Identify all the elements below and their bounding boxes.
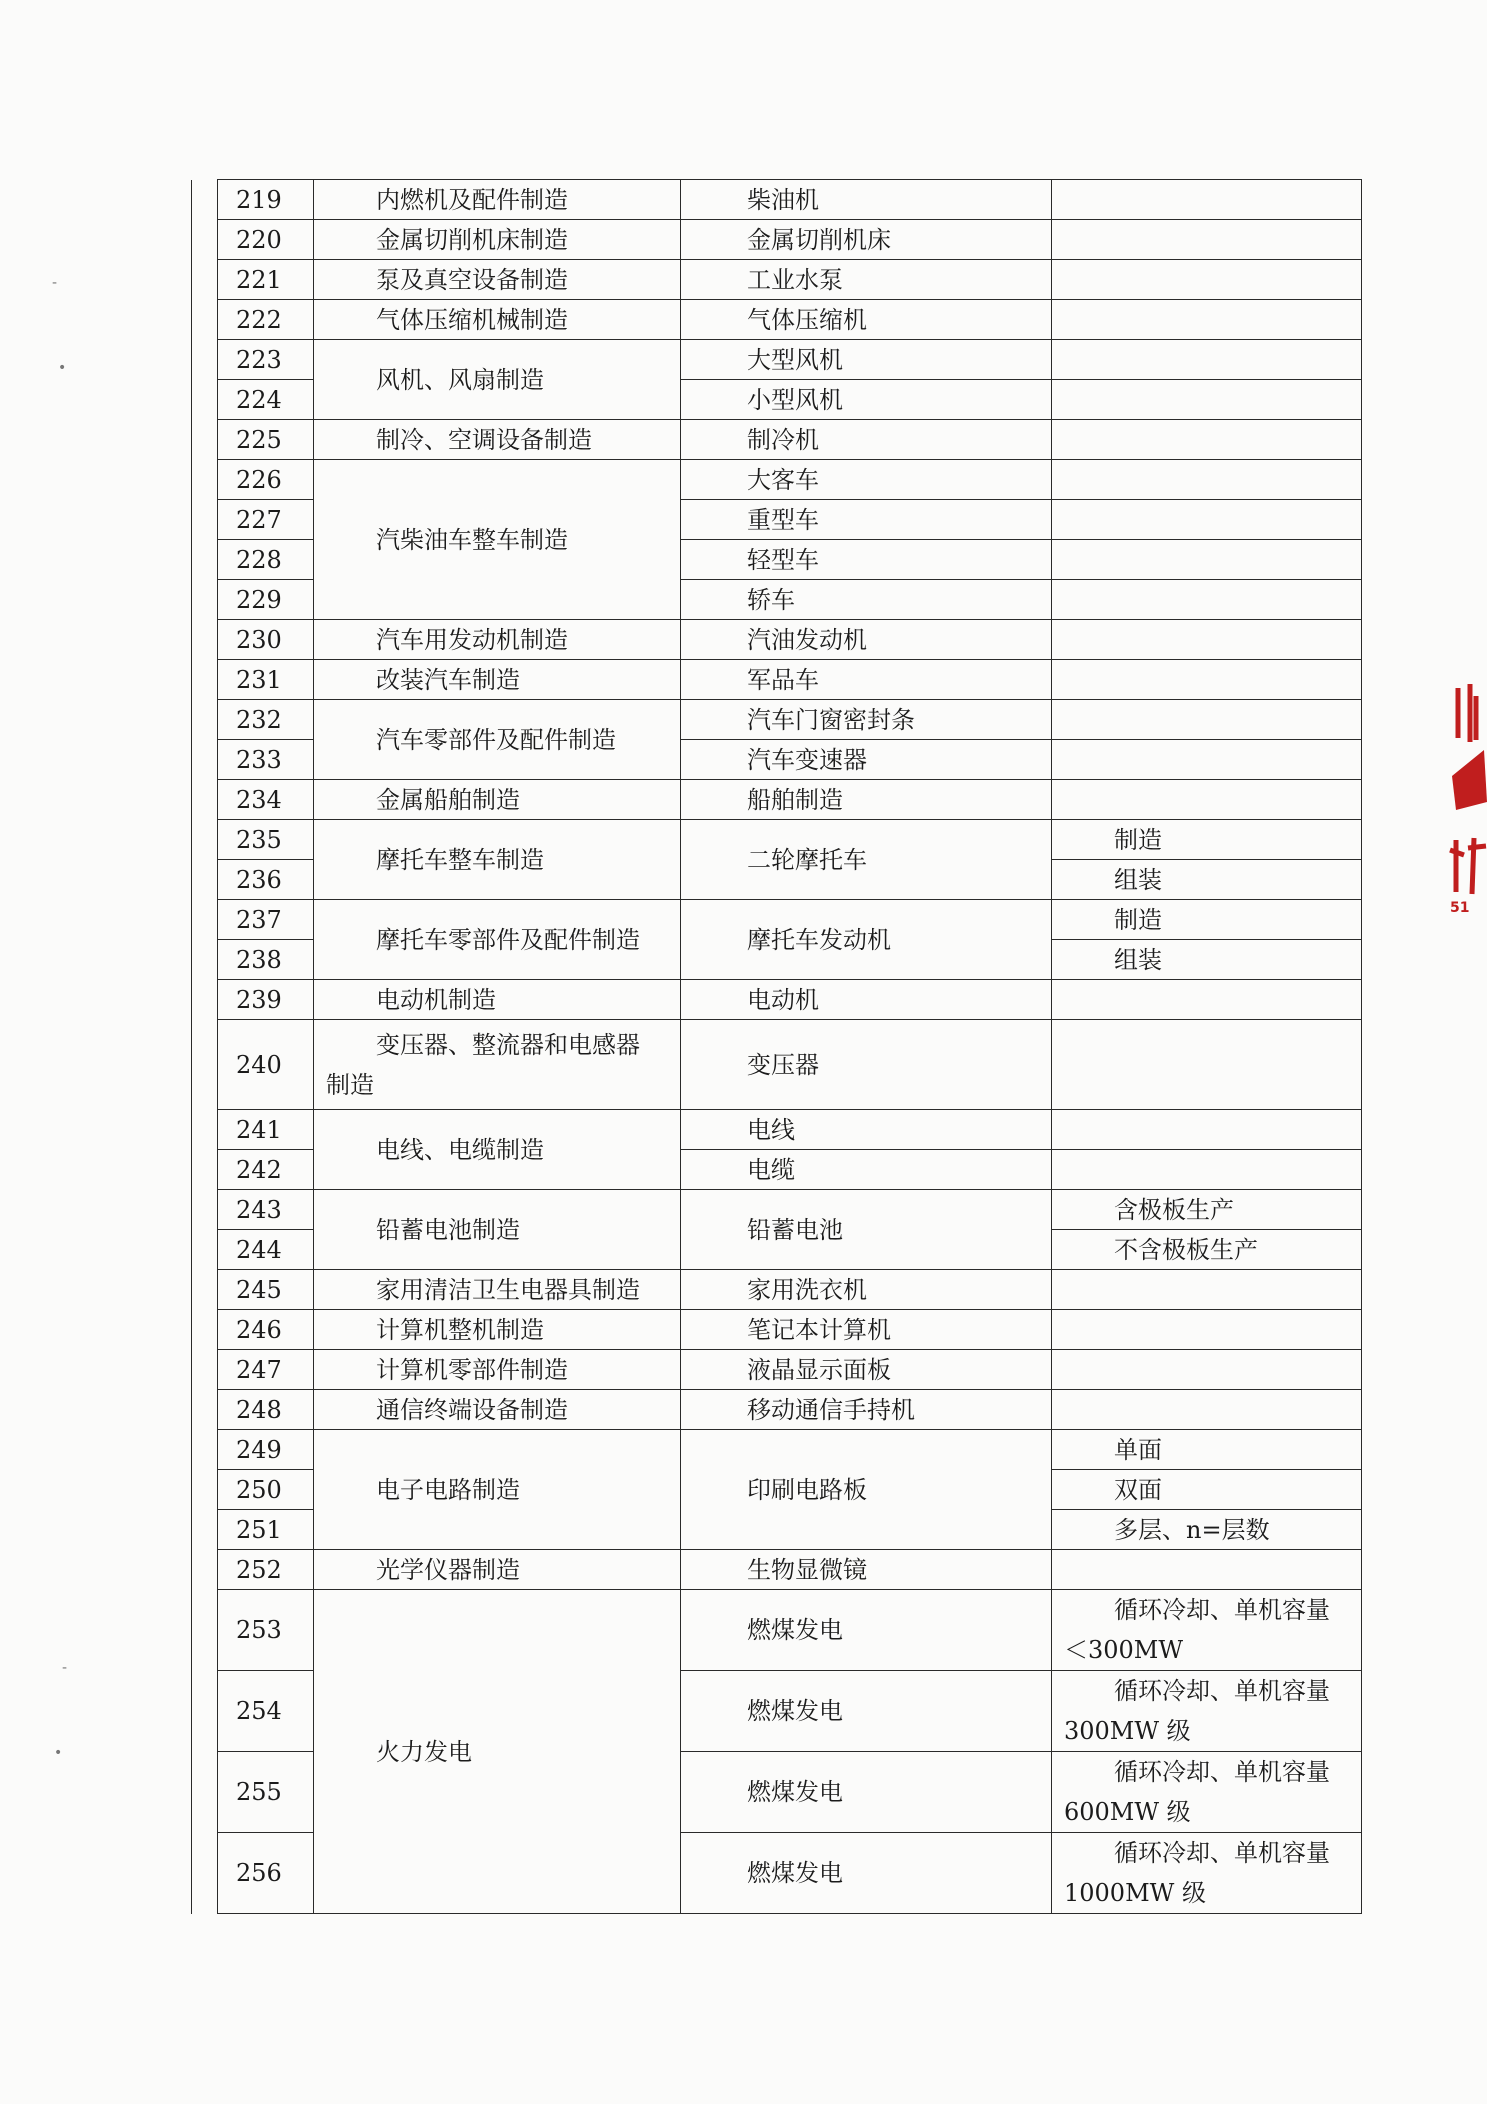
left-margin-cell xyxy=(192,180,218,220)
left-margin-cell xyxy=(192,220,218,260)
left-margin-cell xyxy=(192,980,218,1020)
table-row xyxy=(192,900,1388,940)
note-cell xyxy=(1052,580,1362,620)
product-cell: 燃煤发电 xyxy=(681,1671,1052,1752)
note-cell xyxy=(1052,1833,1362,1914)
left-margin-cell xyxy=(192,900,218,940)
left-margin-cell xyxy=(192,1590,218,1671)
right-margin-cell xyxy=(1362,740,1388,780)
row-number-cell: 246 xyxy=(218,1310,314,1350)
right-margin-cell xyxy=(1362,1270,1388,1310)
right-margin-cell xyxy=(1362,940,1388,980)
left-margin-cell xyxy=(192,340,218,380)
industry-cell: 电动机制造 xyxy=(314,980,681,1020)
note-cell xyxy=(1052,1110,1362,1150)
row-number-cell: 220 xyxy=(218,220,314,260)
note-cell xyxy=(1052,620,1362,660)
table-row xyxy=(192,780,1388,820)
right-margin-cell xyxy=(1362,1190,1388,1230)
industry-cell: 计算机整机制造 xyxy=(314,1310,681,1350)
note-cell xyxy=(1052,980,1362,1020)
left-margin-cell xyxy=(192,620,218,660)
product-cell: 变压器 xyxy=(681,1020,1052,1110)
row-number-cell: 219 xyxy=(218,180,314,220)
note-cell xyxy=(1052,1150,1362,1190)
table-row xyxy=(192,1110,1388,1150)
left-margin-cell xyxy=(192,1833,218,1914)
row-number-cell: 241 xyxy=(218,1110,314,1150)
note-cell: 组装 xyxy=(1052,940,1362,980)
note-cell xyxy=(1052,180,1362,220)
left-margin-cell xyxy=(192,460,218,500)
right-margin-cell xyxy=(1362,1550,1388,1590)
product-cell: 电动机 xyxy=(681,980,1052,1020)
right-margin-cell xyxy=(1362,180,1388,220)
row-number-cell: 221 xyxy=(218,260,314,300)
row-number-cell: 253 xyxy=(218,1590,314,1671)
table-row xyxy=(192,620,1388,660)
row-number-cell: 250 xyxy=(218,1470,314,1510)
row-number-cell: 232 xyxy=(218,700,314,740)
note-cell xyxy=(1052,1550,1362,1590)
row-number-cell: 254 xyxy=(218,1671,314,1752)
product-cell: 轿车 xyxy=(681,580,1052,620)
left-margin-cell xyxy=(192,1470,218,1510)
left-margin-cell xyxy=(192,1150,218,1190)
right-margin-cell xyxy=(1362,1310,1388,1350)
row-number-cell: 235 xyxy=(218,820,314,860)
product-cell: 轻型车 xyxy=(681,540,1052,580)
note-cell xyxy=(1052,300,1362,340)
right-margin-cell xyxy=(1362,900,1388,940)
product-cell: 摩托车发动机 xyxy=(681,900,1052,980)
note-cell xyxy=(1052,420,1362,460)
table-row xyxy=(192,1310,1388,1350)
left-margin-cell xyxy=(192,380,218,420)
row-number-cell: 255 xyxy=(218,1752,314,1833)
note-cell xyxy=(1052,1310,1362,1350)
note-cell: 单面 xyxy=(1052,1430,1362,1470)
row-number-cell: 237 xyxy=(218,900,314,940)
table-row xyxy=(192,180,1388,220)
note-line-1: 循环冷却、单机容量 xyxy=(1114,1596,1330,1624)
industry-cell: 汽车用发动机制造 xyxy=(314,620,681,660)
table-row xyxy=(192,220,1388,260)
note-cell xyxy=(1052,340,1362,380)
right-margin-cell xyxy=(1362,980,1388,1020)
left-margin-cell xyxy=(192,1230,218,1270)
industry-cell: 金属切削机床制造 xyxy=(314,220,681,260)
left-margin-cell xyxy=(192,1510,218,1550)
industry-cell: 光学仪器制造 xyxy=(314,1550,681,1590)
left-margin-cell xyxy=(192,500,218,540)
right-margin-cell xyxy=(1362,1390,1388,1430)
left-margin-cell xyxy=(192,860,218,900)
row-number-cell: 227 xyxy=(218,500,314,540)
product-cell: 燃煤发电 xyxy=(681,1833,1052,1914)
industry-cell: 内燃机及配件制造 xyxy=(314,180,681,220)
left-margin-cell xyxy=(192,1752,218,1833)
left-margin-cell xyxy=(192,700,218,740)
row-number-cell: 236 xyxy=(218,860,314,900)
left-margin-cell xyxy=(192,1350,218,1390)
left-margin-cell xyxy=(192,940,218,980)
left-margin-cell xyxy=(192,1671,218,1752)
product-cell: 金属切削机床 xyxy=(681,220,1052,260)
note-cell xyxy=(1052,740,1362,780)
product-cell: 工业水泵 xyxy=(681,260,1052,300)
product-cell: 移动通信手持机 xyxy=(681,1390,1052,1430)
table-row xyxy=(192,260,1388,300)
note-cell xyxy=(1052,1270,1362,1310)
product-cell: 印刷电路板 xyxy=(681,1430,1052,1550)
table-body xyxy=(192,180,1388,1914)
table-row xyxy=(192,1390,1388,1430)
row-number-cell: 251 xyxy=(218,1510,314,1550)
row-number-cell: 248 xyxy=(218,1390,314,1430)
note-line-1: 循环冷却、单机容量 xyxy=(1114,1839,1330,1867)
industry-cell: 气体压缩机械制造 xyxy=(314,300,681,340)
product-cell: 大型风机 xyxy=(681,340,1052,380)
product-cell: 船舶制造 xyxy=(681,780,1052,820)
product-cell: 柴油机 xyxy=(681,180,1052,220)
note-cell xyxy=(1052,500,1362,540)
product-cell: 大客车 xyxy=(681,460,1052,500)
table-row xyxy=(192,1020,1388,1110)
note-cell xyxy=(1052,780,1362,820)
product-cell: 重型车 xyxy=(681,500,1052,540)
note-cell xyxy=(1052,1020,1362,1110)
left-margin-cell xyxy=(192,820,218,860)
note-cell: 不含极板生产 xyxy=(1052,1230,1362,1270)
right-margin-cell xyxy=(1362,1230,1388,1270)
product-cell: 汽车变速器 xyxy=(681,740,1052,780)
right-margin-cell xyxy=(1362,340,1388,380)
industry-cell: 家用清洁卫生电器具制造 xyxy=(314,1270,681,1310)
row-number-cell: 228 xyxy=(218,540,314,580)
note-line-1: 循环冷却、单机容量 xyxy=(1114,1758,1330,1786)
table-row xyxy=(192,420,1388,460)
note-line-2: 1000MW 级 xyxy=(1064,1879,1206,1907)
industry-cell: 改装汽车制造 xyxy=(314,660,681,700)
right-margin-cell xyxy=(1362,820,1388,860)
product-cell: 军品车 xyxy=(681,660,1052,700)
note-cell xyxy=(1052,1752,1362,1833)
industry-product-table xyxy=(191,179,1388,1914)
right-margin-cell xyxy=(1362,620,1388,660)
table-row xyxy=(192,300,1388,340)
left-margin-cell xyxy=(192,540,218,580)
right-margin-cell xyxy=(1362,500,1388,540)
row-number-cell: 239 xyxy=(218,980,314,1020)
note-cell: 多层、n=层数 xyxy=(1052,1510,1362,1550)
left-margin-cell xyxy=(192,1310,218,1350)
right-margin-cell xyxy=(1362,1833,1388,1914)
table-row xyxy=(192,660,1388,700)
product-cell: 二轮摩托车 xyxy=(681,820,1052,900)
product-cell: 家用洗衣机 xyxy=(681,1270,1052,1310)
industry-cell: 泵及真空设备制造 xyxy=(314,260,681,300)
left-margin-cell xyxy=(192,1190,218,1230)
margin-dash: - xyxy=(62,1660,68,1676)
row-number-cell: 245 xyxy=(218,1270,314,1310)
product-cell: 汽油发动机 xyxy=(681,620,1052,660)
left-margin-cell xyxy=(192,740,218,780)
row-number-cell: 226 xyxy=(218,460,314,500)
right-margin-cell xyxy=(1362,1110,1388,1150)
row-number-cell: 234 xyxy=(218,780,314,820)
industry-cell: 风机、风扇制造 xyxy=(314,340,681,420)
margin-dash: - xyxy=(52,275,58,291)
product-cell: 电缆 xyxy=(681,1150,1052,1190)
table-row xyxy=(192,460,1388,500)
note-line-2: 600MW 级 xyxy=(1064,1798,1191,1826)
table-row xyxy=(192,700,1388,740)
note-cell xyxy=(1052,700,1362,740)
right-margin-cell xyxy=(1362,220,1388,260)
right-margin-cell xyxy=(1362,1150,1388,1190)
right-margin-cell xyxy=(1362,260,1388,300)
note-cell: 含极板生产 xyxy=(1052,1190,1362,1230)
note-cell xyxy=(1052,380,1362,420)
row-number-cell: 249 xyxy=(218,1430,314,1470)
product-cell: 液晶显示面板 xyxy=(681,1350,1052,1390)
left-margin-cell xyxy=(192,260,218,300)
industry-line-1: 变压器、整流器和电感器 xyxy=(376,1030,640,1059)
note-cell xyxy=(1052,260,1362,300)
table-row xyxy=(192,340,1388,380)
right-margin-cell xyxy=(1362,300,1388,340)
row-number-cell: 233 xyxy=(218,740,314,780)
table-row xyxy=(192,1550,1388,1590)
row-number-cell: 238 xyxy=(218,940,314,980)
left-margin-cell xyxy=(192,1020,218,1110)
industry-cell: 通信终端设备制造 xyxy=(314,1390,681,1430)
right-margin-cell xyxy=(1362,1590,1388,1671)
note-cell xyxy=(1052,460,1362,500)
margin-dot: • xyxy=(54,1745,63,1761)
right-margin-cell xyxy=(1362,420,1388,460)
note-line-2: ＜300MW xyxy=(1064,1636,1184,1664)
left-margin-cell xyxy=(192,1270,218,1310)
product-cell: 生物显微镜 xyxy=(681,1550,1052,1590)
note-cell xyxy=(1052,540,1362,580)
row-number-cell: 243 xyxy=(218,1190,314,1230)
note-cell xyxy=(1052,1671,1362,1752)
row-number-cell: 252 xyxy=(218,1550,314,1590)
industry-line-2: 制造 xyxy=(326,1070,374,1099)
industry-cell: 汽柴油车整车制造 xyxy=(314,460,681,620)
industry-cell: 计算机零部件制造 xyxy=(314,1350,681,1390)
row-number-cell: 244 xyxy=(218,1230,314,1270)
note-cell xyxy=(1052,660,1362,700)
right-margin-cell xyxy=(1362,700,1388,740)
left-margin-cell xyxy=(192,660,218,700)
note-cell xyxy=(1052,220,1362,260)
table-row xyxy=(192,1430,1388,1470)
product-cell: 汽车门窗密封条 xyxy=(681,700,1052,740)
product-cell: 铅蓄电池 xyxy=(681,1190,1052,1270)
row-number-cell: 222 xyxy=(218,300,314,340)
left-margin-cell xyxy=(192,1390,218,1430)
note-cell: 组装 xyxy=(1052,860,1362,900)
note-cell: 双面 xyxy=(1052,1470,1362,1510)
table-row xyxy=(192,1350,1388,1390)
right-margin-cell xyxy=(1362,540,1388,580)
row-number-cell: 230 xyxy=(218,620,314,660)
row-number-cell: 229 xyxy=(218,580,314,620)
industry-cell: 摩托车整车制造 xyxy=(314,820,681,900)
product-cell: 燃煤发电 xyxy=(681,1752,1052,1833)
product-cell: 小型风机 xyxy=(681,380,1052,420)
row-number-cell: 231 xyxy=(218,660,314,700)
right-margin-cell xyxy=(1362,1020,1388,1110)
row-number-cell: 256 xyxy=(218,1833,314,1914)
left-margin-cell xyxy=(192,300,218,340)
right-margin-cell xyxy=(1362,580,1388,620)
table-row xyxy=(192,1590,1388,1671)
right-margin-cell xyxy=(1362,660,1388,700)
right-margin-cell xyxy=(1362,1470,1388,1510)
product-cell: 笔记本计算机 xyxy=(681,1310,1052,1350)
margin-dot: • xyxy=(58,360,67,376)
note-line-1: 循环冷却、单机容量 xyxy=(1114,1677,1330,1705)
right-margin-cell xyxy=(1362,1350,1388,1390)
note-cell xyxy=(1052,1390,1362,1430)
industry-cell: 制冷、空调设备制造 xyxy=(314,420,681,460)
industry-cell: 金属船舶制造 xyxy=(314,780,681,820)
row-number-cell: 240 xyxy=(218,1020,314,1110)
table-row xyxy=(192,980,1388,1020)
product-cell: 制冷机 xyxy=(681,420,1052,460)
right-margin-cell xyxy=(1362,460,1388,500)
right-margin-cell xyxy=(1362,380,1388,420)
seal-page-number: 51 xyxy=(1450,900,1470,916)
left-margin-cell xyxy=(192,580,218,620)
left-margin-cell xyxy=(192,1550,218,1590)
industry-cell: 铅蓄电池制造 xyxy=(314,1190,681,1270)
note-cell: 制造 xyxy=(1052,820,1362,860)
industry-cell: 火力发电 xyxy=(314,1590,681,1914)
industry-cell: 摩托车零部件及配件制造 xyxy=(314,900,681,980)
table-row xyxy=(192,1270,1388,1310)
row-number-cell: 223 xyxy=(218,340,314,380)
product-cell: 电线 xyxy=(681,1110,1052,1150)
industry-cell: 电线、电缆制造 xyxy=(314,1110,681,1190)
right-margin-cell xyxy=(1362,780,1388,820)
left-margin-cell xyxy=(192,1110,218,1150)
right-margin-cell xyxy=(1362,1752,1388,1833)
right-margin-cell xyxy=(1362,1430,1388,1470)
row-number-cell: 225 xyxy=(218,420,314,460)
left-margin-cell xyxy=(192,420,218,460)
row-number-cell: 242 xyxy=(218,1150,314,1190)
product-cell: 燃煤发电 xyxy=(681,1590,1052,1671)
left-margin-cell xyxy=(192,780,218,820)
table-row xyxy=(192,820,1388,860)
note-cell xyxy=(1052,1350,1362,1390)
industry-cell: 汽车零部件及配件制造 xyxy=(314,700,681,780)
right-margin-cell xyxy=(1362,860,1388,900)
right-margin-cell xyxy=(1362,1510,1388,1550)
table-row xyxy=(192,1190,1388,1230)
industry-cell: 电子电路制造 xyxy=(314,1430,681,1550)
row-number-cell: 247 xyxy=(218,1350,314,1390)
note-line-2: 300MW 级 xyxy=(1064,1717,1191,1745)
industry-cell xyxy=(314,1020,681,1110)
right-margin-cell xyxy=(1362,1671,1388,1752)
product-cell: 气体压缩机 xyxy=(681,300,1052,340)
left-margin-cell xyxy=(192,1430,218,1470)
row-number-cell: 224 xyxy=(218,380,314,420)
note-cell xyxy=(1052,1590,1362,1671)
note-cell: 制造 xyxy=(1052,900,1362,940)
